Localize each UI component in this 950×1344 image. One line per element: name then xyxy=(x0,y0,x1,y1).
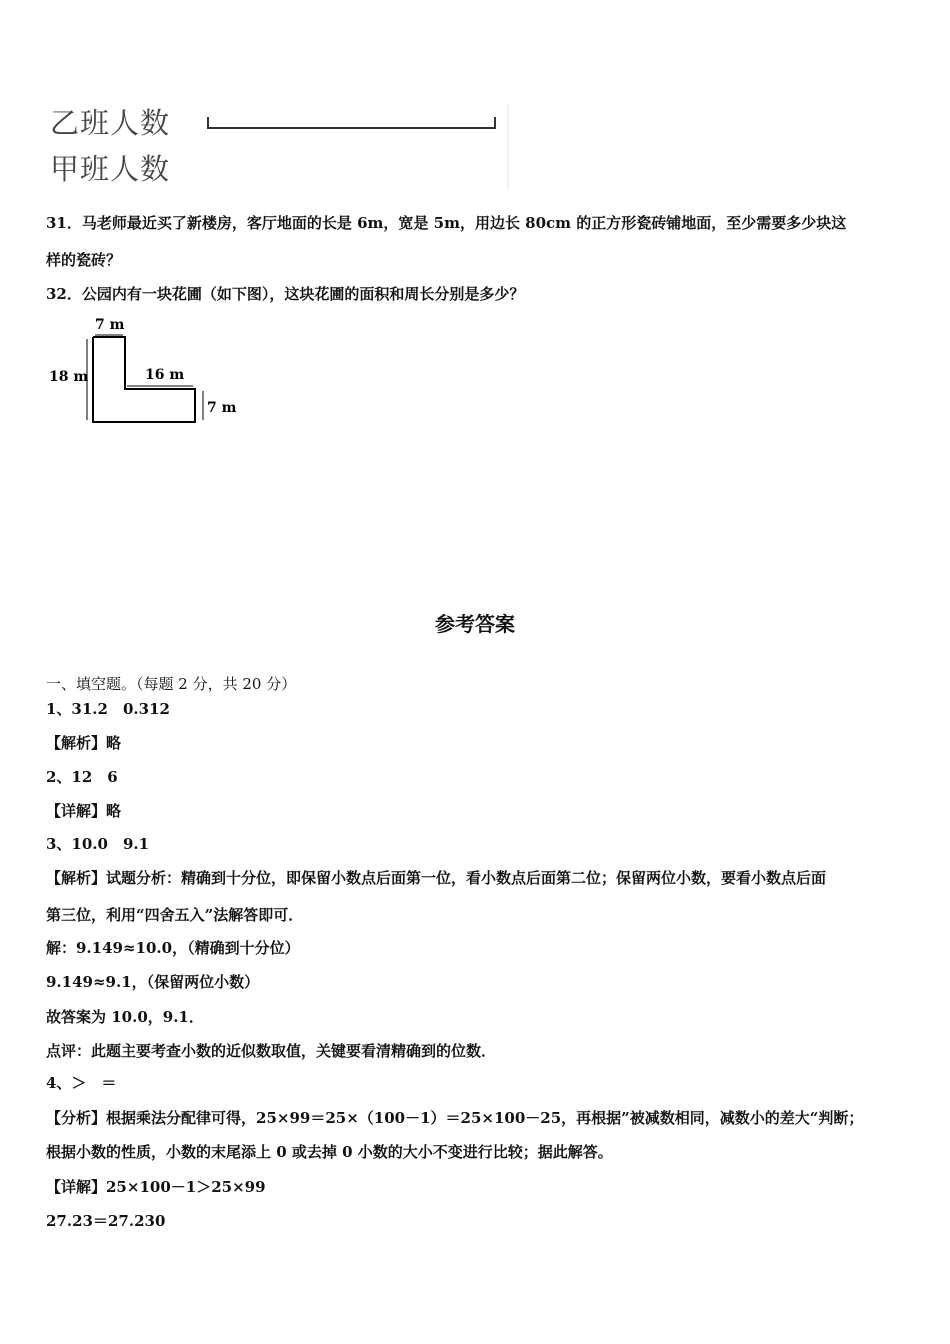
answer-line: 2、12 6 xyxy=(46,768,118,786)
answer-line: 3、10.0 9.1 xyxy=(46,835,150,853)
answer-line: 1、31.2 0.312 xyxy=(46,700,170,718)
answer-line: 根据小数的性质，小数的末尾添上 0 或去掉 0 小数的大小不变进行比较；据此解答。 xyxy=(46,1143,613,1161)
answers-title: 参考答案 xyxy=(435,612,515,636)
garden-figure xyxy=(45,312,245,432)
question32-text: 32．公园内有一块花圃（如下图），这块花圃的面积和周长分别是多少？ xyxy=(46,285,525,303)
chart-label-jia: 甲班人数 xyxy=(50,152,171,186)
answer-line: 【分析】根据乘法分配律可得，25×99＝25×（100－1）＝25×100－25，再根据”被减数相同，减数小的差大“判断； xyxy=(46,1109,864,1127)
dim-inner-label: 16 m xyxy=(145,367,185,383)
bar-segment-figure xyxy=(200,100,520,195)
answer-line: 【详解】略 xyxy=(46,802,122,820)
answer-line: 4、＞ ＝ xyxy=(46,1074,117,1092)
dim-right-label: 7 m xyxy=(207,400,237,416)
answer-line: 【解析】略 xyxy=(46,734,122,752)
answer-line: 【详解】25×100－1＞25×99 xyxy=(46,1178,266,1196)
answer-line: 故答案为 10.0，9.1． xyxy=(46,1008,204,1026)
answers-section1-heading: 一、填空题。（每题 2 分，共 20 分） xyxy=(46,675,297,693)
dim-height-label: 18 m xyxy=(49,369,89,385)
answer-line: 解：9.149≈10.0，（精确到十分位） xyxy=(46,939,300,957)
dim-top-label: 7 m xyxy=(95,317,125,333)
chart-label-yi: 乙班人数 xyxy=(50,106,171,140)
answer-line: 9.149≈9.1，（保留两位小数） xyxy=(46,973,260,991)
answer-line: 点评：此题主要考查小数的近似数取值，关键要看清精确到的位数． xyxy=(46,1042,497,1060)
answer-line: 27.23＝27.230 xyxy=(46,1212,166,1230)
answer-line: 第三位，利用“四舍五入”法解答即可． xyxy=(46,906,304,924)
answer-line: 【解析】试题分析：精确到十分位，即保留小数点后面第一位，看小数点后面第二位；保留两位小数，要看小数点后面 xyxy=(46,869,827,887)
question31-line1: 31．马老师最近买了新楼房，客厅地面的长是 6m，宽是 5m，用边长 80cm 的正方形瓷砖铺地面，至少需要多少块这 xyxy=(46,214,847,232)
question31-line2: 样的瓷砖？ xyxy=(46,251,122,269)
